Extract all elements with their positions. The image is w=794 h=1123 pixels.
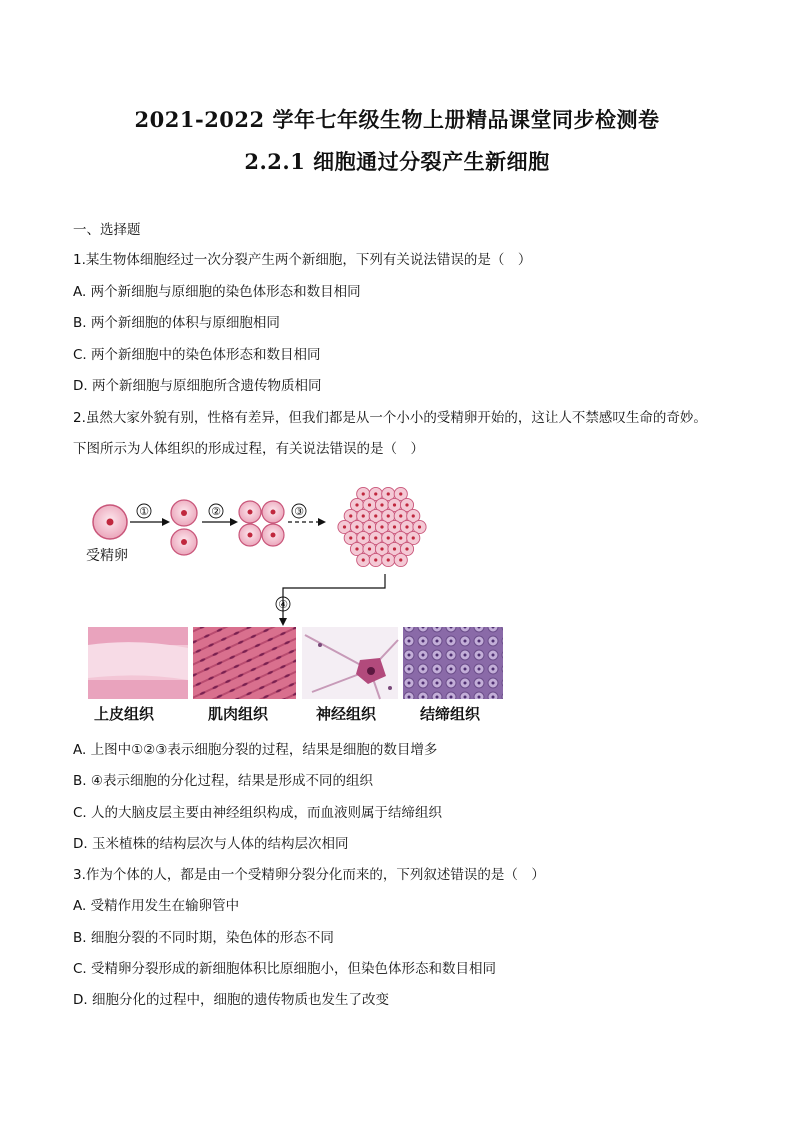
q1-option-c[interactable]: C. 两个新细胞中的染色体形态和数目相同: [73, 347, 321, 363]
step-2-marker: ②: [211, 505, 221, 518]
section-heading: 一、选择题: [73, 222, 141, 238]
cell-nucleus: [399, 536, 402, 539]
cell-mass: [338, 487, 426, 566]
cell-nucleus: [343, 525, 346, 528]
cell-nucleus: [387, 514, 390, 517]
q2-option-a[interactable]: A. 上图中①②③表示细胞分裂的过程，结果是细胞的数目增多: [73, 742, 438, 758]
cell-nucleus: [362, 514, 365, 517]
cell-nucleus: [362, 536, 365, 539]
q3-option-c[interactable]: C. 受精卵分裂形成的新细胞体积比原细胞小，但染色体形态和数目相同: [73, 961, 497, 977]
cell-nucleus: [374, 558, 377, 561]
cell-nucleus: [349, 514, 352, 517]
arrow-step-4: [283, 574, 385, 618]
cell-nucleus: [362, 492, 365, 495]
step-1-marker: ①: [139, 505, 149, 518]
cell-nucleus: [412, 514, 415, 517]
cell-nucleus: [405, 525, 408, 528]
zygote-label: 受精卵: [86, 548, 128, 564]
cell-nucleus: [387, 492, 390, 495]
q2-option-c[interactable]: C. 人的大脑皮层主要由神经组织构成，而血液则属于结缔组织: [73, 805, 443, 821]
epithelial-tissue-image: [88, 627, 188, 699]
cell-nucleus: [399, 514, 402, 517]
cell-nucleus: [399, 492, 402, 495]
q2-option-d[interactable]: D. 玉米植株的结构层次与人体的结构层次相同: [73, 836, 349, 852]
zygote-cell: [93, 505, 127, 539]
q1-option-d[interactable]: D. 两个新细胞与原细胞所含遗传物质相同: [73, 378, 322, 394]
muscle-tissue-image: [193, 627, 296, 699]
step-3-marker: ③: [294, 505, 304, 518]
step-4-marker: ④: [278, 598, 288, 611]
cell-nucleus: [380, 547, 383, 550]
q3-option-b[interactable]: B. 细胞分裂的不同时期，染色体的形态不同: [73, 930, 334, 946]
tissue-label-connective: 结缔组织: [420, 705, 481, 723]
cell-nucleus: [349, 536, 352, 539]
nervous-tissue-image: [302, 627, 398, 699]
cell-nucleus: [405, 503, 408, 506]
cell-nucleus: [355, 547, 358, 550]
q3-option-a[interactable]: A. 受精作用发生在输卵管中: [73, 898, 240, 914]
q2-option-b[interactable]: B. ④表示细胞的分化过程，结果是形成不同的组织: [73, 773, 373, 789]
four-cell-stage: [239, 501, 284, 546]
document-title: 2021-2022 学年七年级生物上册精品课堂同步检测卷: [134, 107, 660, 132]
cell-nucleus: [393, 547, 396, 550]
tissue-formation-figure: [80, 480, 510, 725]
cell-nucleus: [374, 514, 377, 517]
cell-nucleus: [393, 525, 396, 528]
cell-nucleus: [355, 525, 358, 528]
document-subtitle: 2.2.1 细胞通过分裂产生新细胞: [244, 149, 550, 174]
cell-nucleus: [374, 536, 377, 539]
cell-nucleus: [368, 525, 371, 528]
tissue-label-muscle: 肌肉组织: [208, 705, 269, 723]
q2-stem-line-1: 2.虽然大家外貌有别，性格有差异，但我们都是从一个小小的受精卵开始的，这让人不禁感叹生命的奇妙。: [73, 410, 707, 426]
cell-nucleus: [380, 503, 383, 506]
cell-nucleus: [405, 547, 408, 550]
q3-option-d[interactable]: D. 细胞分化的过程中，细胞的遗传物质也发生了改变: [73, 992, 389, 1008]
cell-nucleus: [355, 503, 358, 506]
q1-option-a[interactable]: A. 两个新细胞与原细胞的染色体形态和数目相同: [73, 284, 361, 300]
q3-stem: 3.作为个体的人，都是由一个受精卵分裂分化而来的，下列叙述错误的是（ ）: [73, 867, 545, 883]
q1-option-b[interactable]: B. 两个新细胞的体积与原细胞相同: [73, 315, 280, 331]
tissue-label-epithelial: 上皮组织: [94, 705, 155, 723]
cell-nucleus: [418, 525, 421, 528]
q1-stem: 1.某生物体细胞经过一次分裂产生两个新细胞，下列有关说法错误的是（ ）: [73, 252, 532, 268]
cell-nucleus: [412, 536, 415, 539]
cell-nucleus: [380, 525, 383, 528]
cell-nucleus: [368, 503, 371, 506]
connective-tissue-image: [403, 627, 503, 699]
tissue-label-nervous: 神经组织: [316, 705, 377, 723]
cell-nucleus: [387, 536, 390, 539]
cell-nucleus: [368, 547, 371, 550]
cell-nucleus: [387, 558, 390, 561]
cell-nucleus: [393, 503, 396, 506]
cell-nucleus: [362, 558, 365, 561]
cell-nucleus: [374, 492, 377, 495]
two-cell-stage: [171, 500, 197, 555]
q2-stem-line-2: 下图所示为人体组织的形成过程，有关说法错误的是（ ）: [73, 441, 424, 457]
cell-nucleus: [399, 558, 402, 561]
